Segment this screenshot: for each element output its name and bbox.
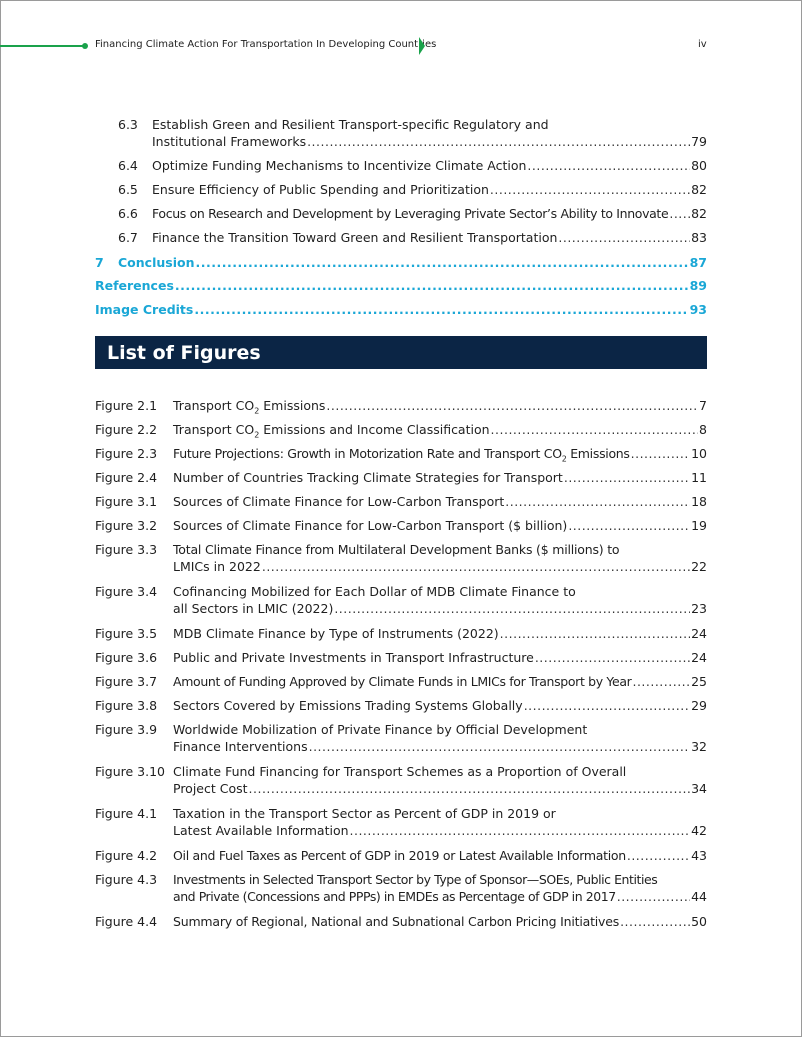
figure-title: Amount of Funding Approved by Climate Funds in LMICs for Transport by Year xyxy=(173,674,632,689)
figure-label: Figure 2.3 xyxy=(95,446,158,461)
toc-text: Ensure Efficiency of Public Spending and Prioritization xyxy=(152,182,489,197)
figure-title: Sectors Covered by Emissions Trading Systems Globally xyxy=(173,698,523,713)
leader-dots xyxy=(194,301,688,318)
figure-title: Number of Countries Tracking Climate Strategies for Transport xyxy=(173,470,563,485)
leader-dots xyxy=(620,913,690,930)
section-title: List of Figures xyxy=(107,342,261,364)
figure-title: Future Projections: Growth in Motorization Rate and Transport $CO_2$ Emissions xyxy=(173,446,630,464)
leader-dots xyxy=(309,738,690,755)
figure-page: 24 xyxy=(691,626,707,641)
leader-dots xyxy=(326,397,698,414)
leader-dots xyxy=(249,780,691,797)
chapter-title: Conclusion xyxy=(118,255,195,270)
figure-page: 22 xyxy=(691,559,707,574)
figure-page: 32 xyxy=(691,739,707,754)
header-dot xyxy=(82,43,88,49)
toc-page: 83 xyxy=(691,230,707,245)
leader-dots xyxy=(175,277,689,294)
toc-page: 80 xyxy=(691,158,707,173)
leader-dots xyxy=(617,888,690,905)
toc-text: Focus on Research and Development by Leveraging Private Sector’s Ability to Innovate xyxy=(152,206,669,221)
figure-page: 19 xyxy=(691,518,707,533)
figure-page: 23 xyxy=(691,601,707,616)
leader-dots xyxy=(490,181,690,198)
figure-page: 34 xyxy=(691,781,707,796)
figure-title: Sources of Climate Finance for Low-Carbon Transport ($ billion) xyxy=(173,518,568,533)
chapter-number: 7 xyxy=(95,255,104,270)
list-of-figures-banner xyxy=(95,336,707,369)
figure-page: 29 xyxy=(691,698,707,713)
figure-label: Figure 3.5 xyxy=(95,626,158,641)
leader-dots xyxy=(564,469,690,486)
leader-dots xyxy=(524,697,690,714)
header-arrow-icon xyxy=(419,37,425,55)
figure-label: Figure 3.6 xyxy=(95,650,158,665)
chapter-page: 89 xyxy=(689,278,707,293)
figure-page: 24 xyxy=(691,650,707,665)
figure-label: Figure 3.2 xyxy=(95,518,158,533)
figure-title: Latest Available Information xyxy=(173,823,349,838)
chapter-title: Image Credits xyxy=(95,302,194,317)
toc-entry-6-3[interactable] xyxy=(95,116,707,150)
chapter-page: 87 xyxy=(689,255,707,270)
figure-label: Figure 3.3 xyxy=(95,542,158,557)
figure-page: 50 xyxy=(691,914,707,929)
figure-title: Taxation in the Transport Sector as Percent of GDP in 2019 or xyxy=(173,806,556,821)
leader-dots xyxy=(568,517,690,534)
leader-dots xyxy=(669,205,690,222)
figure-label: Figure 3.4 xyxy=(95,584,158,599)
figure-label: Figure 2.4 xyxy=(95,470,158,485)
toc-text: Institutional Frameworks xyxy=(152,134,307,149)
figure-label: Figure 4.1 xyxy=(95,806,158,821)
figure-title: Climate Fund Financing for Transport Schemes as a Proportion of Overall xyxy=(173,764,627,779)
leader-dots xyxy=(558,229,690,246)
toc-number: 6.4 xyxy=(118,158,138,173)
leader-dots xyxy=(195,254,688,271)
leader-dots xyxy=(334,600,690,617)
figure-title: Finance Interventions xyxy=(173,739,308,754)
figure-page: 11 xyxy=(691,470,707,485)
figure-page: 8 xyxy=(699,422,707,437)
figure-page: 10 xyxy=(691,446,707,461)
leader-dots xyxy=(262,558,690,575)
figure-title: Public and Private Investments in Transport Infrastructure xyxy=(173,650,534,665)
leader-dots xyxy=(535,649,690,666)
figure-page: 43 xyxy=(691,848,707,863)
chapter-title: References xyxy=(95,278,174,293)
leader-dots xyxy=(500,625,690,642)
leader-dots xyxy=(632,673,690,690)
toc-page: 82 xyxy=(691,182,707,197)
figure-title: Transport $CO_2$ Emissions xyxy=(173,398,326,416)
figure-label: Figure 2.1 xyxy=(95,398,158,413)
figure-label: Figure 4.4 xyxy=(95,914,158,929)
figure-label: Figure 3.7 xyxy=(95,674,158,689)
figure-title: Project Cost xyxy=(173,781,248,796)
figure-page: 25 xyxy=(691,674,707,689)
figure-title: Worldwide Mobilization of Private Finance by Official Development xyxy=(173,722,588,737)
figure-page: 42 xyxy=(691,823,707,838)
leader-dots xyxy=(307,133,690,150)
figure-label: Figure 4.2 xyxy=(95,848,158,863)
figure-label: Figure 3.9 xyxy=(95,722,158,737)
leader-dots xyxy=(527,157,690,174)
figure-label: Figure 3.10 xyxy=(95,764,165,779)
figure-label: Figure 4.3 xyxy=(95,872,158,887)
figure-label: Figure 2.2 xyxy=(95,422,158,437)
leader-dots xyxy=(491,421,699,438)
leader-dots xyxy=(350,822,691,839)
toc-number: 6.3 xyxy=(118,117,138,132)
figure-label: Figure 3.1 xyxy=(95,494,158,509)
figure-title: Investments in Selected Transport Sector by Type of Sponsor—SOEs, Public Entities xyxy=(173,872,658,887)
figure-title: and Private (Concessions and PPPs) in EMDEs as Percentage of GDP in 2017 xyxy=(173,889,616,904)
figure-title: all Sectors in LMIC (2022) xyxy=(173,601,334,616)
leader-dots xyxy=(631,445,690,462)
toc-number: 6.5 xyxy=(118,182,138,197)
toc-number: 6.6 xyxy=(118,206,138,221)
toc-page: 79 xyxy=(691,134,707,149)
figure-page: 18 xyxy=(691,494,707,509)
running-title: Financing Climate Action For Transportation In Developing Countries xyxy=(95,39,437,50)
toc-text: Optimize Funding Mechanisms to Incentivize Climate Action xyxy=(152,158,527,173)
figure-title: LMICs in 2022 xyxy=(173,559,261,574)
toc-text: Establish Green and Resilient Transport-specific Regulatory and xyxy=(152,117,549,132)
figure-title: Sources of Climate Finance for Low-Carbon Transport xyxy=(173,494,505,509)
figure-title: Total Climate Finance from Multilateral Development Banks ($ millions) to xyxy=(173,542,620,557)
header-rule xyxy=(0,45,84,47)
toc-page: 82 xyxy=(691,206,707,221)
figure-title: Cofinancing Mobilized for Each Dollar of MDB Climate Finance to xyxy=(173,584,576,599)
figure-page: 7 xyxy=(699,398,707,413)
page-number: iv xyxy=(698,39,707,50)
toc-text: Finance the Transition Toward Green and Resilient Transportation xyxy=(152,230,558,245)
leader-dots xyxy=(505,493,690,510)
chapter-page: 93 xyxy=(689,302,707,317)
leader-dots xyxy=(627,847,690,864)
figure-page: 44 xyxy=(691,889,707,904)
figure-title: Oil and Fuel Taxes as Percent of GDP in 2019 or Latest Available Information xyxy=(173,848,626,863)
figure-title: Summary of Regional, National and Subnational Carbon Pricing Initiatives xyxy=(173,914,620,929)
figure-label: Figure 3.8 xyxy=(95,698,158,713)
figure-title: MDB Climate Finance by Type of Instruments (2022) xyxy=(173,626,499,641)
figure-title: Transport $CO_2$ Emissions and Income Classification xyxy=(173,422,490,440)
toc-number: 6.7 xyxy=(118,230,138,245)
